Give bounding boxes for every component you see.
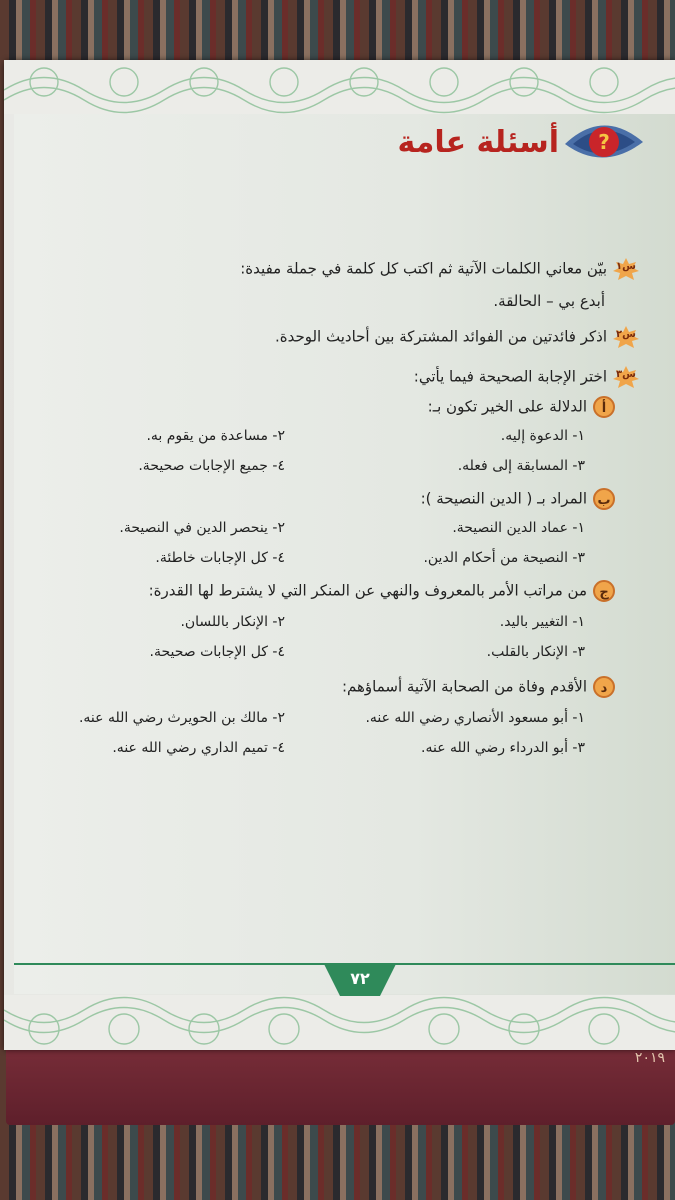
part-b-option-2: ٢- ينحصر الدين في النصيحة. xyxy=(119,520,285,536)
part-b-option-1: ١- عماد الدين النصيحة. xyxy=(452,520,585,536)
question-1-words: أبدع بي – الحالقة. xyxy=(493,292,605,310)
part-a-option-3: ٣- المسابقة إلى فعله. xyxy=(457,458,585,474)
top-ornament-border xyxy=(4,60,675,114)
part-c-option-1: ١- التغيير باليد. xyxy=(499,614,585,630)
part-c-option-3: ٣- الإنكار بالقلب. xyxy=(486,644,585,660)
part-d-option-4: ٤- تميم الداري رضي الله عنه. xyxy=(112,740,285,756)
part-a-option-4: ٤- جميع الإجابات صحيحة. xyxy=(138,458,285,474)
part-d-option-3: ٣- أبو الدرداء رضي الله عنه. xyxy=(421,740,585,756)
part-a-stem: أالدلالة على الخير تكون بـ: xyxy=(428,396,615,418)
part-letter-badge: ج xyxy=(593,580,615,602)
part-d-option-2: ٢- مالك بن الحويرث رضي الله عنه. xyxy=(78,710,285,726)
question-2-text: اذكر فائدتين من الفوائد المشتركة بين أحاديث الوحدة. xyxy=(274,327,607,346)
part-b-option-3: ٣- النصيحة من أحكام الدين. xyxy=(423,550,585,566)
part-b-stem: بالمراد بـ ( الدين النصيحة ): xyxy=(421,488,615,510)
question-mark-eye-icon xyxy=(563,112,645,172)
part-letter-badge: ب xyxy=(593,488,615,510)
page-number: ٧٢ xyxy=(350,969,370,988)
part-letter-badge: أ xyxy=(593,396,615,418)
part-a-option-1: ١- الدعوة إليه. xyxy=(500,428,585,444)
section-header xyxy=(398,112,645,172)
bottom-ornament-border xyxy=(4,995,675,1050)
svg-text:?: ? xyxy=(598,130,610,154)
question-3 xyxy=(414,366,639,388)
part-b-option-4: ٤- كل الإجابات خاطئة. xyxy=(155,550,285,566)
question-badge-icon: س٣ xyxy=(613,366,639,388)
underlying-book-year: ٢٠١٩ xyxy=(634,1050,665,1066)
part-d-stem: دالأقدم وفاة من الصحابة الآتية أسماؤهم: xyxy=(342,676,615,698)
part-a-option-2: ٢- مساعدة من يقوم به. xyxy=(146,428,285,444)
question-1-text: بيّن معاني الكلمات الآتية ثم اكتب كل كلمة في جملة مفيدة: xyxy=(240,259,607,278)
question-badge-icon: س١ xyxy=(613,258,639,280)
part-c-option-2: ٢- الإنكار باللسان. xyxy=(180,614,285,630)
question-badge-icon: س٢ xyxy=(613,326,639,348)
question-3-text: اختر الإجابة الصحيحة فيما يأتي: xyxy=(413,367,607,386)
question-2 xyxy=(275,326,639,348)
page-title: أسئلة عامة xyxy=(397,124,559,160)
part-c-stem: جمن مراتب الأمر بالمعروف والنهي عن المنكر التي لا يشترط لها القدرة: xyxy=(149,580,615,602)
part-letter-badge: د xyxy=(593,676,615,698)
part-c-option-4: ٤- كل الإجابات صحيحة. xyxy=(149,644,285,660)
question-1 xyxy=(240,258,639,280)
part-d-option-1: ١- أبو مسعود الأنصاري رضي الله عنه. xyxy=(365,710,585,726)
